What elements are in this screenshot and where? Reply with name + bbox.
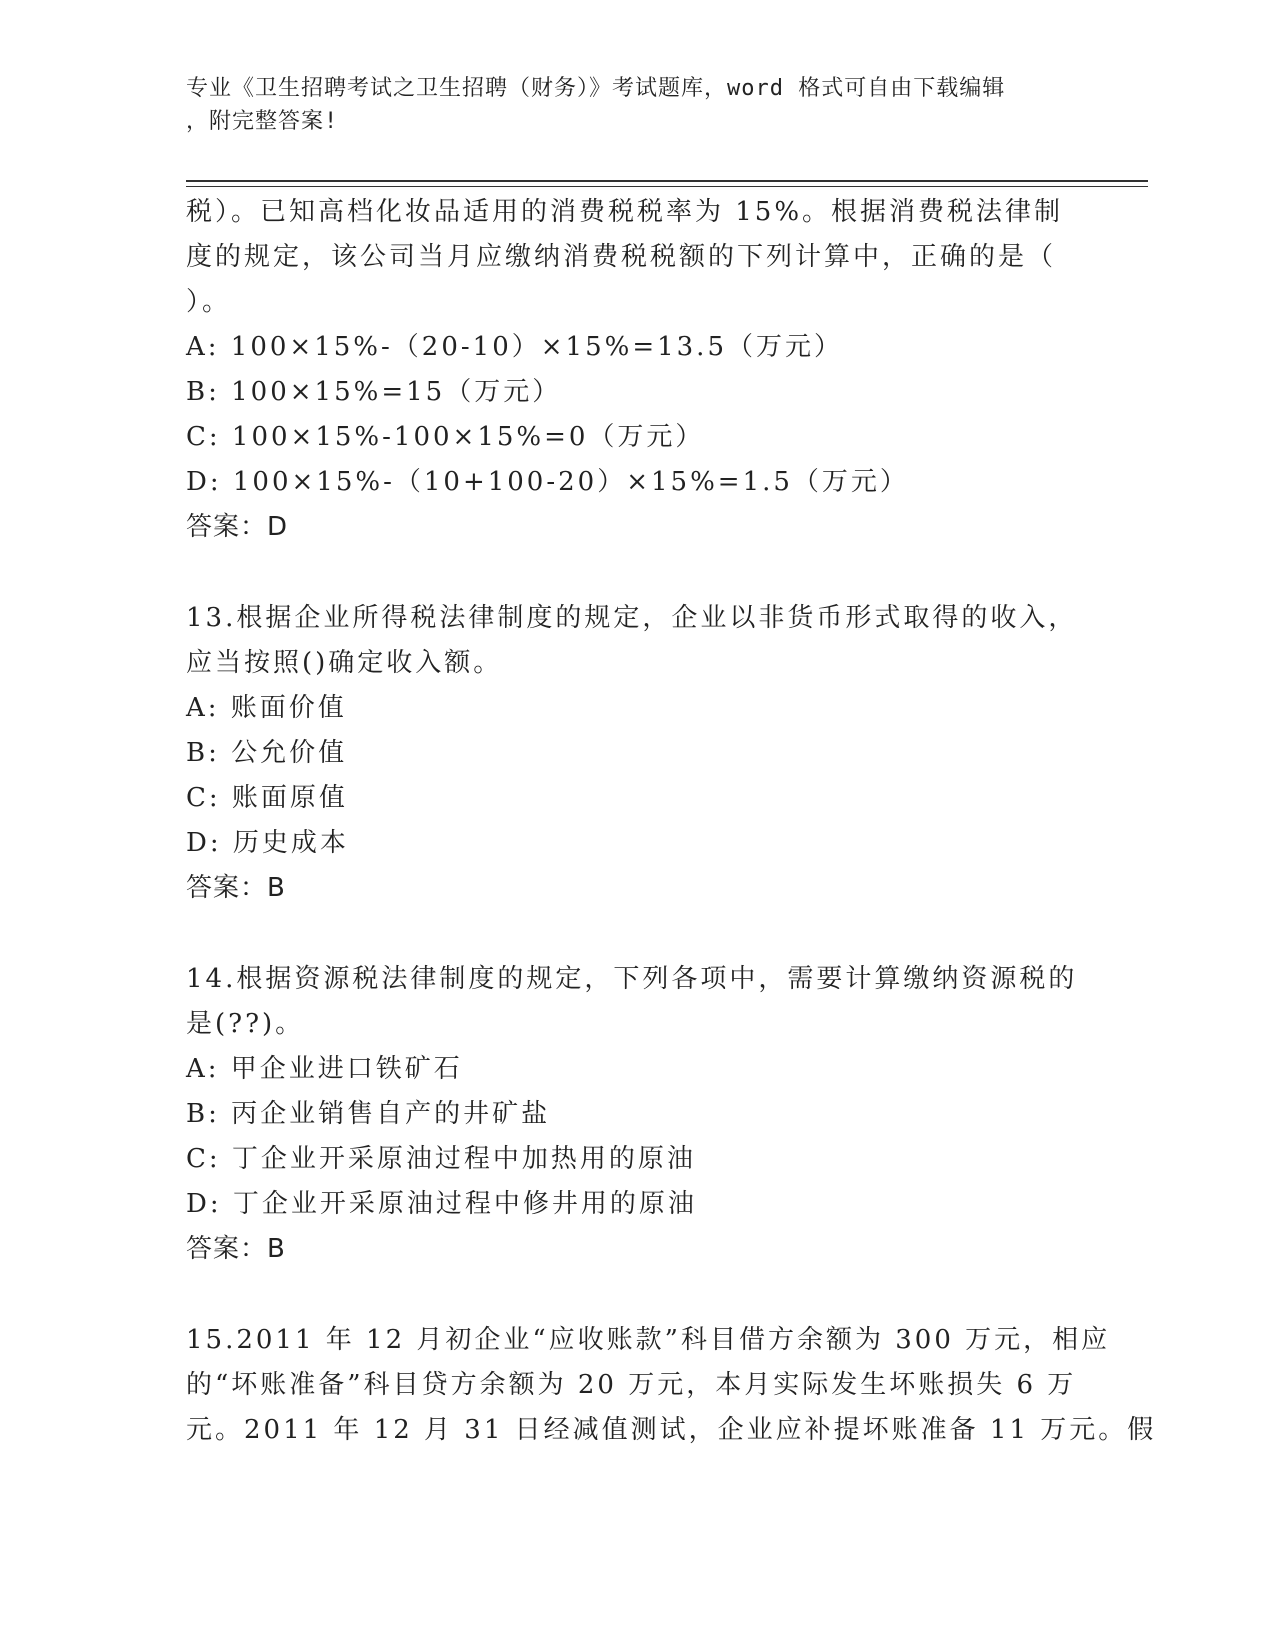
question-text-line: 元。2011 年 12 月 31 日经减值测试，企业应补提坏账准备 11 万元。假 bbox=[186, 1415, 1157, 1445]
document-header bbox=[186, 72, 1086, 138]
question-12-continuation bbox=[186, 190, 1086, 550]
question-text-line: 13.根据企业所得税法律制度的规定，企业以非货币形式取得的收入， bbox=[186, 603, 1078, 633]
answer-line: 答案：D bbox=[186, 512, 289, 542]
question-14 bbox=[186, 957, 1086, 1272]
question-text-line: 14.根据资源税法律制度的规定，下列各项中，需要计算缴纳资源税的 bbox=[186, 964, 1078, 994]
question-text-line: 应当按照()确定收入额。 bbox=[186, 648, 503, 678]
question-text-line: ）。 bbox=[186, 287, 232, 317]
header-divider-thin bbox=[186, 186, 1148, 187]
option-c: C: 丁企业开采原油过程中加热用的原油 bbox=[186, 1144, 696, 1174]
option-a: A: 100×15%-（20-10）×15%=13.5（万元） bbox=[186, 332, 843, 362]
option-c: C: 100×15%-100×15%=0（万元） bbox=[186, 422, 705, 452]
question-text-line: 是(??)。 bbox=[186, 1009, 305, 1039]
option-b: B: 100×15%=15（万元） bbox=[186, 377, 562, 407]
question-text-line: 度的规定，该公司当月应缴纳消费税税额的下列计算中，正确的是（ bbox=[186, 242, 1057, 272]
answer-line: 答案：B bbox=[186, 873, 286, 903]
question-text-line: 的“坏账准备”科目贷方余额为 20 万元，本月实际发生坏账损失 6 万 bbox=[186, 1370, 1077, 1400]
option-c: C: 账面原值 bbox=[186, 783, 348, 813]
option-d: D: 丁企业开采原油过程中修井用的原油 bbox=[186, 1189, 697, 1219]
question-15 bbox=[186, 1318, 1157, 1453]
option-d: D: 100×15%-（10+100-20）×15%=1.5（万元） bbox=[186, 467, 909, 497]
option-d: D: 历史成本 bbox=[186, 828, 349, 858]
question-text-line: 15.2011 年 12 月初企业“应收账款”科目借方余额为 300 万元，相应 bbox=[186, 1325, 1111, 1355]
header-line-2: ，附完整答案! bbox=[186, 109, 339, 134]
document-body bbox=[186, 190, 1157, 1453]
header-line-1: 专业《卫生招聘考试之卫生招聘（财务）》考试题库，word 格式可自由下载编辑 bbox=[186, 76, 1006, 101]
header-divider-thick bbox=[186, 180, 1148, 182]
option-a: A: 甲企业进口铁矿石 bbox=[186, 1054, 463, 1084]
question-13 bbox=[186, 596, 1086, 911]
option-b: B: 丙企业销售自产的井矿盐 bbox=[186, 1099, 551, 1129]
answer-line: 答案：B bbox=[186, 1234, 286, 1264]
option-a: A: 账面价值 bbox=[186, 693, 347, 723]
question-text-line: 税）。已知高档化妆品适用的消费税税率为 15%。根据消费税法律制 bbox=[186, 197, 1064, 227]
option-b: B: 公允价值 bbox=[186, 738, 348, 768]
